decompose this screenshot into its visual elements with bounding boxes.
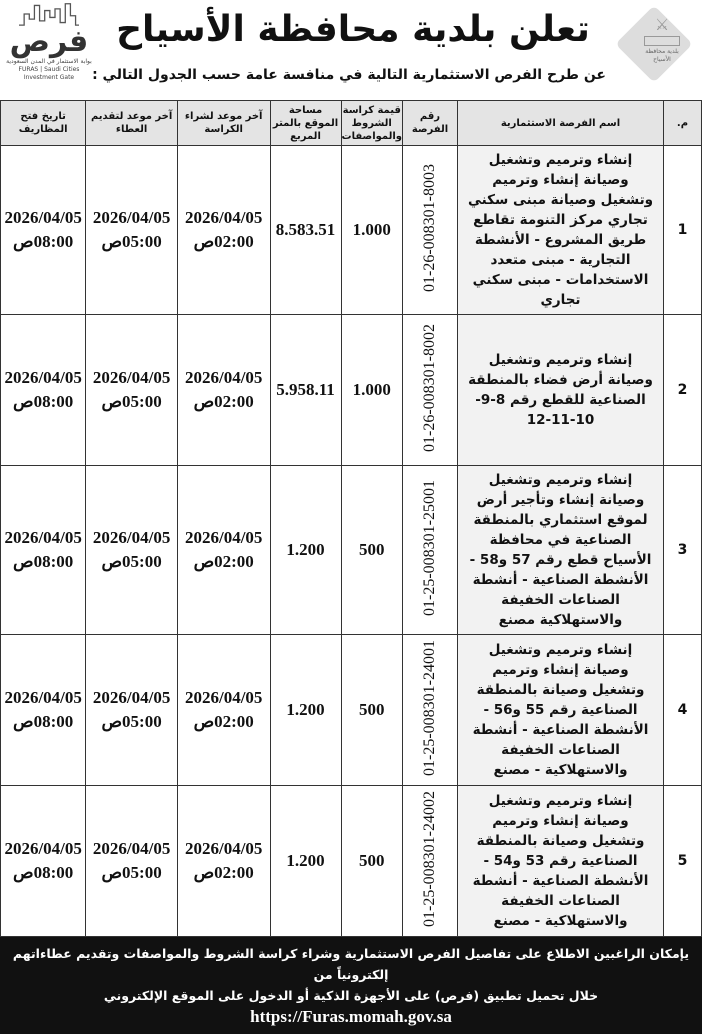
site-area: 5.958.11 xyxy=(270,315,341,466)
time: 05:00ص xyxy=(101,863,162,882)
skyline-icon xyxy=(14,2,84,26)
booklet-deadline xyxy=(177,635,270,786)
envelope-opening-date xyxy=(1,466,86,635)
col-header: آخر موعد لتقديم العطاء xyxy=(86,101,178,146)
col-header: آخر موعد لشراء الكراسة xyxy=(177,101,270,146)
opportunity-id: 01-25-008301-24002 xyxy=(421,791,438,927)
col-header: رقم الفرصة xyxy=(403,101,458,146)
col-header: م. xyxy=(664,101,702,146)
date: 2026/04/05 xyxy=(184,839,263,858)
envelope-opening-date xyxy=(1,786,86,937)
booklet-price: 500 xyxy=(341,786,402,937)
time: 02:00ص xyxy=(193,392,254,411)
booklet-deadline xyxy=(177,146,270,315)
booklet-deadline xyxy=(177,466,270,635)
opportunity-id-cell xyxy=(403,146,458,315)
col-header: اسم الفرصة الاستثمارية xyxy=(458,101,664,146)
website-link[interactable]: https://Furas.momah.gov.sa xyxy=(250,1007,452,1026)
municipality-logo-text: بلدية محافظة الأسياح xyxy=(645,48,679,63)
booklet-price: 1.000 xyxy=(341,315,402,466)
site-area: 1.200 xyxy=(270,635,341,786)
submission-deadline xyxy=(86,315,178,466)
time: 08:00ص xyxy=(13,392,74,411)
opportunity-id-cell xyxy=(403,466,458,635)
table-row xyxy=(1,786,702,937)
opportunity-id: 01-25-008301-24001 xyxy=(421,640,438,776)
date: 2026/04/05 xyxy=(92,208,171,227)
date: 2026/04/05 xyxy=(4,368,82,387)
footer-line-1: يإمكان الراغبين الاطلاع على تفاصيل الفرص الاستثمارية وشراء كراسة الشروط والمواصفات وتقديم عطاءاتهم إلكترونياً من xyxy=(12,946,690,982)
opportunity-name: إنشاء وترميم وتشغيل وصيانة إنشاء وتأجير أرض لموقع استثماري بالمنطقة الصناعية في محافظة الأسياح قطع رقم 57 و58 - الأنشطة الصناعية - أنشطة الصناعات الخفيفة والاستهلاكية مصنع xyxy=(458,466,664,635)
date: 2026/04/05 xyxy=(184,528,263,547)
booklet-deadline xyxy=(177,315,270,466)
date: 2026/04/05 xyxy=(184,688,263,707)
date: 2026/04/05 xyxy=(92,839,171,858)
footer-line-2: خلال تحميل تطبيق (فرص) على الأجهزة الذكية أو الدخول على الموقع الإلكتروني xyxy=(103,988,599,1003)
date: 2026/04/05 xyxy=(92,688,171,707)
table-header-row xyxy=(1,101,702,146)
table-row xyxy=(1,146,702,315)
date: 2026/04/05 xyxy=(92,528,171,547)
date: 2026/04/05 xyxy=(4,208,82,227)
date: 2026/04/05 xyxy=(4,688,82,707)
time: 02:00ص xyxy=(193,863,254,882)
ad-title: تعلن بلدية محافظة الأسياح xyxy=(116,9,590,50)
furas-logo-word: فرص xyxy=(9,24,89,59)
date: 2026/04/05 xyxy=(4,528,82,547)
envelope-opening-date xyxy=(1,146,86,315)
opportunity-name: إنشاء وترميم وتشغيل وصيانة إنشاء وترميم وتشغيل وصيانة بالمنطقة الصناعية رقم 53 و54 - الأنشطة الصناعية - أنشطة الصناعات الخفيفة والاستهلاكية - مصنع xyxy=(458,786,664,937)
date: 2026/04/05 xyxy=(184,208,263,227)
site-area: 8.583.51 xyxy=(270,146,341,315)
table-row xyxy=(1,635,702,786)
ad-subtitle: عن طرح الفرص الاستثمارية التالية في منافسة عامة حسب الجدول التالي : xyxy=(92,67,606,83)
opportunity-name: إنشاء وترميم وتشغيل وصيانة أرض فضاء بالمنطقة الصناعية للقطع رقم 8-9-10-11-12 xyxy=(458,315,664,466)
booklet-price: 1.000 xyxy=(341,146,402,315)
date: 2026/04/05 xyxy=(4,839,82,858)
row-number: 3 xyxy=(664,466,702,635)
row-number: 4 xyxy=(664,635,702,786)
booklet-price: 500 xyxy=(341,635,402,786)
ad-header xyxy=(0,0,702,100)
submission-deadline xyxy=(86,466,178,635)
time: 08:00ص xyxy=(13,552,74,571)
submission-deadline xyxy=(86,786,178,937)
envelope-opening-date xyxy=(1,315,86,466)
submission-deadline xyxy=(86,146,178,315)
furas-tagline-en: FURAS | Saudi Cities Investment Gate xyxy=(18,66,80,81)
opportunity-name: إنشاء وترميم وتشغيل وصيانة إنشاء وترميم وتشغيل وصيانة مبنى سكني تجاري مركز التنومة تقاطع طريق المشروع - الأنشطة التجارية - مبنى متعدد الاستخدامات - مبنى سكني تجاري xyxy=(458,146,664,315)
time: 02:00ص xyxy=(193,712,254,731)
emblem-icon: ⚔ xyxy=(654,15,670,34)
table-row xyxy=(1,315,702,466)
time: 08:00ص xyxy=(13,712,74,731)
furas-tagline-ar: بوابة الاستثمار في المدن السعودية xyxy=(6,58,92,65)
opportunities-table xyxy=(0,100,702,937)
time: 05:00ص xyxy=(101,392,162,411)
col-header: مساحة الموقع بالمتر المربع xyxy=(270,101,341,146)
opportunity-name: إنشاء وترميم وتشغيل وصيانة إنشاء وترميم وتشغيل وصيانة بالمنطقة الصناعية رقم 55 و56 - الأنشطة الصناعية - أنشطة الصناعات الخفيفة والاستهلاكية - مصنع xyxy=(458,635,664,786)
time: 05:00ص xyxy=(101,712,162,731)
row-number: 1 xyxy=(664,146,702,315)
opportunity-id-cell xyxy=(403,635,458,786)
time: 05:00ص xyxy=(101,552,162,571)
time: 05:00ص xyxy=(101,232,162,251)
booklet-price: 500 xyxy=(341,466,402,635)
opportunity-id: 01-26-008301-8003 xyxy=(421,164,438,292)
date: 2026/04/05 xyxy=(92,368,171,387)
furas-logo xyxy=(2,2,96,98)
col-header: قيمة كراسة الشروط والمواصفات xyxy=(341,101,402,146)
time: 08:00ص xyxy=(13,232,74,251)
municipality-logo xyxy=(640,16,684,68)
date: 2026/04/05 xyxy=(184,368,263,387)
table-row xyxy=(1,466,702,635)
building-icon xyxy=(644,36,680,46)
time: 02:00ص xyxy=(193,232,254,251)
opportunity-id: 01-25-008301-25001 xyxy=(421,480,438,616)
site-area: 1.200 xyxy=(270,786,341,937)
envelope-opening-date xyxy=(1,635,86,786)
ad-footer xyxy=(0,937,702,1034)
submission-deadline xyxy=(86,635,178,786)
opportunity-id: 01-26-008301-8002 xyxy=(421,324,438,452)
booklet-deadline xyxy=(177,786,270,937)
time: 02:00ص xyxy=(193,552,254,571)
col-header: تاريخ فتح المظاريف xyxy=(1,101,86,146)
site-area: 1.200 xyxy=(270,466,341,635)
time: 08:00ص xyxy=(13,863,74,882)
opportunity-id-cell xyxy=(403,786,458,937)
row-number: 5 xyxy=(664,786,702,937)
row-number: 2 xyxy=(664,315,702,466)
opportunity-id-cell xyxy=(403,315,458,466)
